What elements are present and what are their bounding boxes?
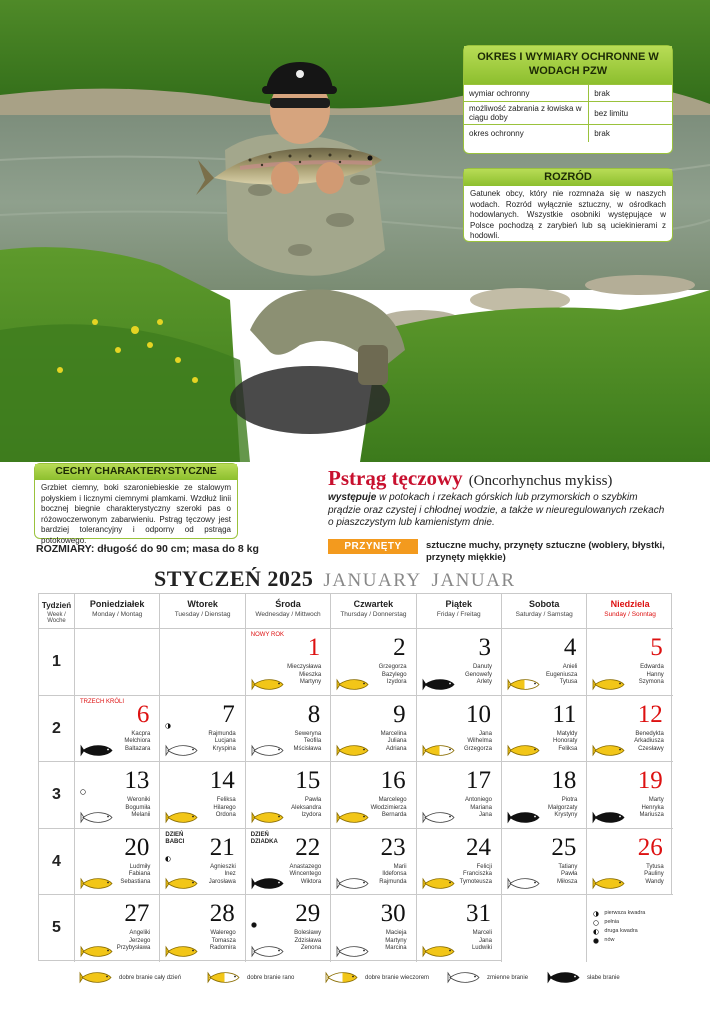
day-cell[interactable] bbox=[587, 696, 672, 763]
name-day: Zenona bbox=[300, 945, 322, 952]
name-day: Martyny bbox=[299, 679, 322, 685]
name-day: Franciszka bbox=[462, 871, 492, 878]
fish-yellow-icon bbox=[593, 678, 626, 691]
fish-yellow-icon bbox=[337, 744, 370, 757]
day-cell[interactable] bbox=[75, 762, 160, 829]
name-day: Szymona bbox=[638, 679, 664, 685]
name-day: Macieja bbox=[385, 930, 407, 937]
holiday-line: DZIEŃ bbox=[250, 831, 269, 838]
empty-cell bbox=[75, 629, 160, 696]
name-day: Inez bbox=[224, 871, 236, 878]
name-day: Jerzego bbox=[129, 937, 151, 944]
fish-yellow-icon bbox=[337, 811, 370, 824]
day-number: 24 bbox=[465, 833, 491, 861]
name-day: Fabiana bbox=[128, 871, 151, 878]
name-day: Mścisława bbox=[293, 745, 322, 752]
name-day: Jana bbox=[478, 937, 492, 944]
name-day: Honoraty bbox=[553, 738, 578, 745]
moon-legend-label: druga kwadra bbox=[604, 928, 638, 935]
moon-legend-row bbox=[593, 927, 645, 936]
fish-black-icon bbox=[593, 811, 626, 824]
name-day: Martyny bbox=[385, 937, 407, 944]
moon-phase-legend bbox=[593, 909, 645, 945]
moon-legend-label: pełnia bbox=[604, 919, 620, 926]
header-day-translation: Monday / Montag bbox=[92, 611, 143, 618]
week-number: 4 bbox=[39, 829, 75, 896]
header-day-translation: Wednesday / Mittwoch bbox=[255, 611, 321, 618]
table-row bbox=[464, 125, 672, 142]
legend-label: dobre branie cały dzień bbox=[119, 974, 182, 981]
header-day-name: Sobota bbox=[528, 599, 560, 609]
name-day: Melanii bbox=[131, 812, 151, 819]
day-cell[interactable] bbox=[417, 895, 502, 962]
name-day: Henryka bbox=[641, 804, 664, 811]
legend-label: dobre branie rano bbox=[247, 974, 295, 981]
header-day-name: Środa bbox=[275, 599, 301, 609]
day-cell[interactable] bbox=[160, 696, 245, 763]
week-number: 3 bbox=[39, 762, 75, 829]
protection-label: okres ochronny bbox=[464, 125, 589, 142]
header-week bbox=[39, 594, 75, 629]
day-cell[interactable] bbox=[502, 829, 587, 896]
occurrence-lead: występuje bbox=[328, 492, 377, 503]
day-number: 29 bbox=[295, 900, 321, 928]
header-day-name: Niedziela bbox=[610, 599, 650, 609]
day-number: 3 bbox=[478, 634, 491, 661]
day-number: 13 bbox=[124, 767, 150, 795]
moon-legend-label: pierwsza kwadra bbox=[604, 910, 646, 917]
day-number: 19 bbox=[637, 767, 663, 795]
name-day: Aleksandra bbox=[291, 804, 322, 811]
fish-yellow-icon bbox=[337, 678, 370, 691]
day-cell[interactable] bbox=[75, 696, 160, 763]
name-day: Czesławy bbox=[638, 745, 664, 752]
header-week-label: Tydzień bbox=[41, 601, 72, 610]
name-day: Jana bbox=[478, 730, 492, 737]
name-day: Feliksa bbox=[558, 745, 578, 752]
moon-legend-row bbox=[593, 909, 645, 918]
legend-item bbox=[208, 971, 294, 984]
name-day: Marcina bbox=[385, 945, 407, 952]
name-day: Juliana bbox=[387, 738, 407, 745]
legend-item bbox=[326, 971, 429, 984]
week-number: 2 bbox=[39, 696, 75, 763]
header-day-4 bbox=[331, 594, 416, 629]
legend-label: słabe branie bbox=[587, 974, 620, 981]
day-number: 16 bbox=[380, 767, 406, 795]
calendar-grid bbox=[38, 593, 672, 961]
header-day-translation: Saturday / Samstag bbox=[515, 611, 573, 618]
name-day: Felicji bbox=[476, 863, 492, 870]
moon-first-icon bbox=[593, 911, 599, 917]
name-day: Lucjana bbox=[214, 738, 236, 745]
day-cell[interactable] bbox=[502, 629, 587, 696]
name-day: Agnieszki bbox=[210, 863, 236, 870]
name-day: Zdzisława bbox=[294, 937, 322, 944]
holiday-label bbox=[251, 632, 284, 639]
day-cell[interactable] bbox=[75, 895, 160, 962]
day-cell[interactable] bbox=[502, 696, 587, 763]
name-day: Tomasza bbox=[211, 937, 236, 944]
name-day: Antoniego bbox=[464, 797, 492, 804]
fish-yellow-icon bbox=[593, 877, 626, 890]
name-day: Baltazara bbox=[125, 745, 151, 752]
name-day: Krystyny bbox=[554, 812, 578, 819]
moon-last-icon bbox=[165, 856, 171, 862]
day-number: 20 bbox=[124, 833, 150, 861]
name-day: Angeliki bbox=[129, 930, 151, 937]
name-day: Arlety bbox=[476, 679, 492, 685]
day-cell[interactable] bbox=[587, 629, 672, 696]
day-cell[interactable] bbox=[417, 629, 502, 696]
header-day-6 bbox=[502, 594, 587, 629]
holiday-label bbox=[165, 832, 184, 846]
fish-yellow-icon bbox=[423, 945, 456, 958]
name-day: Teofila bbox=[303, 738, 322, 745]
day-number: 5 bbox=[650, 634, 663, 661]
fish-black-icon bbox=[423, 678, 456, 691]
name-day: Bazylego bbox=[381, 671, 407, 678]
calendar-header bbox=[39, 594, 671, 629]
spawning-panel bbox=[463, 168, 673, 242]
day-cell[interactable] bbox=[417, 696, 502, 763]
name-day: Radomira bbox=[209, 945, 236, 952]
name-day: Wiktora bbox=[300, 878, 322, 885]
holiday-line: DZIADKA bbox=[250, 838, 278, 845]
features-panel bbox=[34, 463, 238, 545]
name-day: Mieczysława bbox=[287, 664, 322, 670]
fish-name-polish: Pstrąg tęczowy bbox=[328, 466, 463, 490]
day-cell[interactable] bbox=[160, 829, 245, 896]
name-day: Izydora bbox=[386, 679, 407, 685]
day-number: 2 bbox=[393, 634, 406, 661]
name-day: Sebastiana bbox=[120, 878, 151, 885]
moon-full-icon bbox=[80, 789, 86, 795]
fish-black-icon bbox=[548, 971, 581, 984]
name-day: Ludwiki bbox=[471, 945, 492, 952]
name-day: Rajmunda bbox=[208, 730, 236, 737]
day-number: 25 bbox=[551, 833, 577, 861]
day-cell[interactable] bbox=[587, 829, 672, 896]
holiday-label bbox=[80, 699, 124, 706]
day-cell[interactable] bbox=[331, 895, 416, 962]
fish-white-icon bbox=[81, 811, 114, 824]
day-cell[interactable] bbox=[331, 829, 416, 896]
name-day: Rajmunda bbox=[379, 878, 407, 885]
name-day: Marcelina bbox=[380, 730, 407, 737]
day-cell[interactable] bbox=[160, 895, 245, 962]
holiday-line: BABCI bbox=[165, 838, 185, 845]
day-number: 14 bbox=[209, 767, 235, 795]
moon-full-icon bbox=[593, 920, 599, 926]
day-number: 9 bbox=[393, 700, 406, 728]
protection-label: wymiar ochronny bbox=[464, 85, 589, 102]
header-day-name: Poniedziałek bbox=[89, 599, 145, 609]
name-day: Bolesławy bbox=[294, 930, 322, 937]
day-number: 26 bbox=[637, 833, 663, 861]
fish-yellow-icon bbox=[252, 678, 285, 691]
day-number: 7 bbox=[222, 700, 235, 728]
fish-white-icon bbox=[423, 811, 456, 824]
name-day: Benedykta bbox=[635, 730, 664, 737]
day-cell[interactable] bbox=[246, 762, 331, 829]
moon-legend-row bbox=[593, 918, 645, 927]
protection-value: bez limitu bbox=[589, 102, 672, 125]
name-day: Hilarego bbox=[213, 804, 236, 811]
month-english: JANUARY bbox=[323, 570, 422, 591]
holiday-line: TRZECH KRÓLI bbox=[80, 698, 125, 705]
day-cell[interactable] bbox=[246, 629, 331, 696]
name-day: Tytusa bbox=[559, 679, 578, 685]
fish-black-icon bbox=[508, 811, 541, 824]
name-day: Mariana bbox=[470, 804, 492, 811]
name-day: Arkadiusza bbox=[634, 738, 664, 745]
day-number: 15 bbox=[295, 767, 321, 795]
day-number: 8 bbox=[307, 700, 321, 728]
name-day: Bernarda bbox=[381, 812, 407, 819]
name-day: Małgorzaty bbox=[548, 804, 578, 811]
holiday-label bbox=[251, 832, 278, 846]
name-day: Anieli bbox=[562, 664, 578, 670]
protection-label: możliwość zabrania z łowiska w ciągu doby bbox=[464, 102, 589, 125]
name-day: Grzegorza bbox=[378, 664, 407, 670]
legend-label: zmienne branie bbox=[487, 974, 529, 981]
name-day: Miłosza bbox=[557, 878, 578, 885]
header-day-name: Piątek bbox=[445, 599, 473, 609]
day-number: 12 bbox=[637, 700, 663, 728]
header-day-5 bbox=[417, 594, 502, 629]
week-number: 1 bbox=[39, 629, 75, 696]
fish-yellow-icon bbox=[252, 811, 285, 824]
day-cell[interactable] bbox=[246, 696, 331, 763]
name-day: Feliksa bbox=[216, 797, 236, 804]
name-day: Anastazego bbox=[289, 863, 322, 870]
moon-legend-label: nów bbox=[604, 937, 615, 944]
day-number: 27 bbox=[124, 900, 150, 928]
month-polish: STYCZEŃ 2025 bbox=[154, 566, 314, 591]
legend-item bbox=[548, 971, 620, 984]
name-day: Ludmiły bbox=[129, 863, 151, 870]
name-day: Marty bbox=[648, 797, 664, 804]
day-cell[interactable] bbox=[246, 895, 331, 962]
name-day: Marii bbox=[393, 863, 407, 870]
fish-half-icon bbox=[208, 971, 241, 984]
name-day: Walerego bbox=[210, 930, 236, 937]
occurrence-text bbox=[328, 492, 668, 530]
fish-yellow-icon bbox=[80, 971, 113, 984]
empty-cell bbox=[160, 629, 245, 696]
fish-white-icon bbox=[252, 744, 285, 757]
day-number: 21 bbox=[209, 833, 235, 861]
day-number: 11 bbox=[552, 700, 577, 728]
table-row bbox=[464, 85, 672, 102]
protection-table bbox=[464, 84, 672, 142]
header-day-name: Wtorek bbox=[187, 599, 218, 609]
name-day: Kryspina bbox=[212, 745, 236, 752]
day-number: 30 bbox=[380, 900, 406, 928]
fish-white-icon bbox=[337, 945, 370, 958]
name-day: Mieszka bbox=[299, 671, 322, 678]
day-number: 1 bbox=[307, 634, 321, 661]
fish-black-icon bbox=[252, 877, 285, 890]
table-row bbox=[464, 102, 672, 125]
name-day: Melchiora bbox=[124, 738, 151, 745]
month-title bbox=[154, 566, 516, 592]
name-day: Mariusza bbox=[639, 812, 664, 819]
fish-half-icon bbox=[423, 744, 456, 757]
name-day: Ildefonsa bbox=[382, 871, 407, 878]
day-number: 28 bbox=[209, 900, 235, 928]
day-cell[interactable] bbox=[75, 829, 160, 896]
name-day: Pawła bbox=[561, 871, 578, 878]
day-number: 10 bbox=[465, 700, 491, 728]
name-day: Eugeniusza bbox=[546, 671, 578, 678]
protection-title: OKRES I WYMIARY OCHRONNE W WODACH PZW bbox=[464, 46, 672, 84]
name-day: Hanny bbox=[646, 671, 664, 678]
name-day: Genowefy bbox=[464, 671, 492, 678]
name-day: Izydora bbox=[301, 812, 322, 819]
header-day-7 bbox=[587, 594, 672, 629]
name-day: Przybysława bbox=[116, 945, 151, 952]
name-day: Tymoteusza bbox=[459, 878, 492, 885]
day-cell[interactable] bbox=[331, 629, 416, 696]
header-day-translation: Tuesday / Dienstag bbox=[174, 611, 231, 618]
day-number: 18 bbox=[551, 767, 577, 795]
name-day: Piotra bbox=[561, 797, 578, 804]
header-day-2 bbox=[160, 594, 245, 629]
fishing-legend bbox=[80, 971, 640, 987]
name-day: Kacpra bbox=[131, 730, 151, 737]
header-week-translation: Week / Woche bbox=[47, 612, 66, 624]
name-day: Tytusa bbox=[646, 863, 664, 870]
header-day-translation: Thursday / Donnerstag bbox=[340, 611, 407, 618]
name-day: Pawła bbox=[304, 797, 322, 804]
name-day: Marceli bbox=[472, 930, 492, 937]
month-german: JANUAR bbox=[431, 570, 516, 591]
protection-value: brak bbox=[589, 125, 672, 142]
fish-yellow-icon bbox=[423, 877, 456, 890]
header-day-translation: Sunday / Sonntag bbox=[604, 611, 656, 618]
name-day: Tatiany bbox=[558, 863, 578, 870]
name-day: Marcelego bbox=[378, 797, 407, 804]
name-day: Matyldy bbox=[556, 730, 578, 737]
name-day: Bogumiła bbox=[125, 804, 151, 811]
fish-halfr-icon bbox=[326, 971, 359, 984]
holiday-line: NOWY ROK bbox=[250, 632, 285, 638]
week-number: 5 bbox=[39, 895, 75, 962]
name-day: Weroniki bbox=[127, 797, 151, 804]
day-number: 6 bbox=[136, 700, 150, 728]
fish-white-icon bbox=[448, 971, 481, 984]
fish-yellow-icon bbox=[593, 744, 626, 757]
day-cell[interactable] bbox=[417, 762, 502, 829]
day-cell[interactable] bbox=[331, 696, 416, 763]
occurrence-body: w potokach i rzekach górskich lub przymorskich o szybkim prądzie oraz czystej i chłodnej wodzie, a także w nieuregulowanych rzekach o piaszczystym lub kamienistym dnie. bbox=[328, 492, 665, 528]
name-day: Danuty bbox=[472, 664, 492, 670]
bait-text: sztuczne muchy, przynęty sztuczne (woblery, błystki, przynęty miękkie) bbox=[426, 540, 665, 563]
fish-white-icon bbox=[166, 744, 199, 757]
legend-item bbox=[80, 971, 181, 984]
bait-label: PRZYNĘTY bbox=[328, 539, 418, 554]
moon-legend-row bbox=[593, 936, 645, 945]
features-text: Grzbiet ciemny, boki szaroniebieskie ze stalowym połyskiem i licznymi ciemnymi plamkami. Wzdłuż linii bocznej biegnie charakterystyczny szeroki pas o różowoczerwonym zabarwieniu. Pstrąg tęczowy jest bardziej tolerancyjny i odporny od pstrąga potokowego. bbox=[41, 483, 231, 545]
name-day: Włodzimierza bbox=[370, 804, 407, 811]
features-title: CECHY CHARAKTERYSTYCZNE bbox=[35, 464, 237, 480]
fish-yellow-icon bbox=[508, 744, 541, 757]
fish-white-icon bbox=[337, 877, 370, 890]
fish-yellow-icon bbox=[166, 811, 199, 824]
fish-white-icon bbox=[252, 945, 285, 958]
name-day: Ordona bbox=[215, 812, 236, 819]
fish-title bbox=[328, 466, 612, 491]
fish-yellow-icon bbox=[81, 877, 114, 890]
name-day: Grzegorza bbox=[463, 745, 492, 752]
day-number: 22 bbox=[295, 833, 321, 861]
name-day: Wandy bbox=[645, 878, 664, 885]
legend-item bbox=[448, 971, 528, 984]
day-number: 17 bbox=[465, 767, 491, 795]
day-number: 23 bbox=[380, 833, 406, 861]
name-day: Jarosława bbox=[208, 878, 236, 885]
name-day: Seweryna bbox=[294, 730, 322, 737]
holiday-line: DZIEŃ bbox=[165, 831, 184, 838]
day-cell[interactable] bbox=[502, 762, 587, 829]
protection-value: brak bbox=[589, 85, 672, 102]
day-cell[interactable] bbox=[160, 762, 245, 829]
day-cell[interactable] bbox=[331, 762, 416, 829]
name-day: Wilhelma bbox=[467, 738, 492, 745]
empty-cell bbox=[502, 895, 587, 962]
legend-label: dobre branie wieczorem bbox=[365, 974, 430, 981]
day-cell[interactable] bbox=[417, 829, 502, 896]
day-number: 31 bbox=[465, 900, 491, 928]
fish-half-icon bbox=[508, 678, 541, 691]
name-day: Adriana bbox=[385, 745, 407, 752]
moon-new-icon bbox=[593, 938, 599, 944]
moon-first-icon bbox=[165, 723, 171, 729]
day-cell[interactable] bbox=[246, 829, 331, 896]
moon-new-icon bbox=[251, 922, 257, 928]
name-day: Edwarda bbox=[640, 664, 664, 670]
name-day: Pauliny bbox=[644, 871, 664, 878]
header-day-3 bbox=[246, 594, 331, 629]
day-number: 4 bbox=[563, 634, 577, 661]
spawning-title: ROZRÓD bbox=[464, 169, 672, 186]
header-day-translation: Friday / Freitag bbox=[436, 611, 481, 618]
empty-cell bbox=[587, 895, 672, 962]
header-day-1 bbox=[75, 594, 160, 629]
fish-black-icon bbox=[81, 744, 114, 757]
protection-panel bbox=[463, 45, 673, 154]
fish-name-latin: (Oncorhynchus mykiss) bbox=[468, 473, 613, 489]
fish-white-icon bbox=[508, 877, 541, 890]
name-day: Wincentego bbox=[289, 871, 322, 878]
moon-last-icon bbox=[593, 929, 599, 935]
fish-yellow-icon bbox=[81, 945, 114, 958]
day-cell[interactable] bbox=[587, 762, 672, 829]
sizes-text: ROZMIARY: długość do 90 cm; masa do 8 kg bbox=[36, 543, 259, 555]
fish-yellow-icon bbox=[166, 945, 199, 958]
fish-yellow-icon bbox=[166, 877, 199, 890]
header-day-name: Czwartek bbox=[353, 599, 394, 609]
spawning-text: Gatunek obcy, który nie rozmnaża się w naszych wodach. Rozród wyłącznie sztuczny, w ośrodkach hodowlanych. Wszystkie osobniki występujące w Polsce pochodzą z zarybień lub są uciekinierami z hodowli. bbox=[470, 189, 666, 240]
name-day: Jana bbox=[478, 812, 492, 819]
